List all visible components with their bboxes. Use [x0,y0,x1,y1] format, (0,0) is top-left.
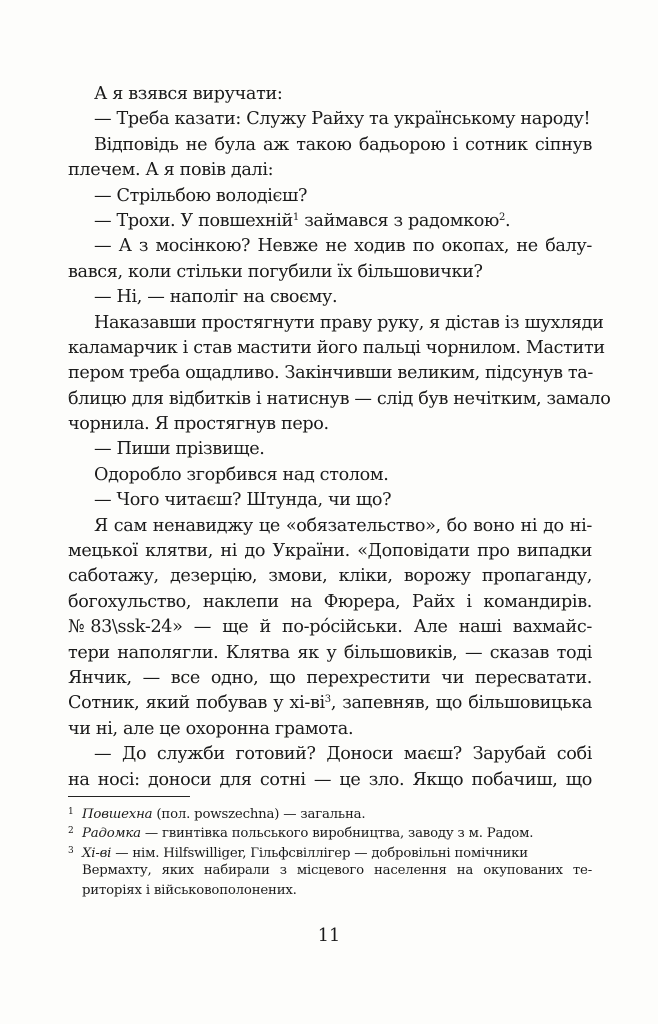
text-line: богохульство, наклепи на Фюрера, Райх і командирів. [68,591,592,612]
footnote-number: 3 [68,845,74,856]
footnote-continuation: Вермахту, яких набирали з місцевого населення на окупованих те- [82,863,592,879]
text-line: мецької клятви, ні до України. «Доповідати про випадки [68,541,592,562]
text-line: Янчик, — все одно, що перехрестити чи пересватати. [68,667,592,688]
page-number: 11 [317,926,341,946]
text-line: вався, коли стільки погубили їх більшовички? [68,261,483,282]
text-line: — Пиши прізвище. [94,439,265,460]
text-line: — Ні, — наполіг на своєму. [94,287,338,308]
footnote-text: (пол. powszechna) — загальна. [152,806,366,822]
text-line: тери наполягли. Клятва як у більшовиків, — сказав тоді [68,642,592,663]
text-fragment: , запевняв, що більшовицька [330,693,592,714]
text-line: Я сам ненавиджу це «обязательство», бо воно ні до ні- [94,515,592,536]
footnote-divider [68,796,190,797]
text-line: Наказавши простягнути праву руку, я дістав із шухляди [94,312,604,333]
text-line: — До служби готовий? Доноси маєш? Зарубай собі [94,744,592,765]
text-line: саботажу, дезерцію, змови, кліки, ворожу пропаганду, [68,566,592,587]
text-line-with-footnotes: — Трохи. У повшехній$^1$ займався з радомкою$^2$. [94,210,511,231]
text-line: — Треба казати: Служу Райху та українському народу! [94,109,591,130]
text-line: А я взявся виручати: [94,84,283,104]
text-line: чи ні, але це охоронна грамота. [68,718,354,739]
footnote-number: 2 [68,826,74,837]
text-line: Відповідь не була аж такою бадьорою і сотник сіпнув [94,134,592,155]
footnote-ref: 3 [324,694,331,706]
footnote-term: Повшехна [82,806,153,822]
footnote-number: 1 [68,806,74,817]
footnote-ref: 2 [498,211,505,223]
text-line-with-footnotes [68,691,592,716]
text-line: №83\ssk-24» — ще й по-ро́сійськи. Але наші вахмайс- [68,617,592,638]
text-line: Одоробло згорбився над столом. [94,464,389,485]
footnote-2 [68,822,592,842]
text-line: — А з мосінкою? Невже не ходив по окопах, не балу- [94,236,592,257]
footnote-1 [68,803,592,823]
page-body [68,82,611,900]
footnote-text: — гвинтівка польського виробництва, заводу з м. Радом. [140,826,534,842]
footnote-term: Радомка [82,826,141,842]
text-line: — Чого читаєш? Штунда, чи що? [94,490,392,511]
text-fragment: Сотник, який побував у хі-ві [68,693,325,714]
text-line: чорнила. Я простягнув перо. [68,414,329,435]
footnote-term: Хі-ві [82,845,112,861]
footnote-3 [68,842,592,862]
footnote-ref: 1 [292,211,299,223]
text-line: пером треба ощадливо. Закінчивши великим, підсунув та- [68,363,593,384]
text-line: на носі: доноси для сотні — це зло. Якщо побачиш, що [68,769,592,790]
text-fragment: займався з радомкою [304,210,499,231]
text-line: плечем. А я повів далі: [68,160,274,181]
text-line: — Стрільбою володієш? [94,185,308,206]
text-line: блицю для відбитків і натиснув — слід був нечітким, замало [68,388,611,409]
footnote-continuation: риторіях і військовополонених. [82,882,297,898]
text-line: каламарчик і став мастити його пальці чорнилом. Мастити [68,337,605,358]
footnote-text: — нім. Hilfswilliger, Гільфсвіллігер — добровільні помічники [111,845,528,861]
text-fragment: — Трохи. У повшехній [94,210,293,231]
